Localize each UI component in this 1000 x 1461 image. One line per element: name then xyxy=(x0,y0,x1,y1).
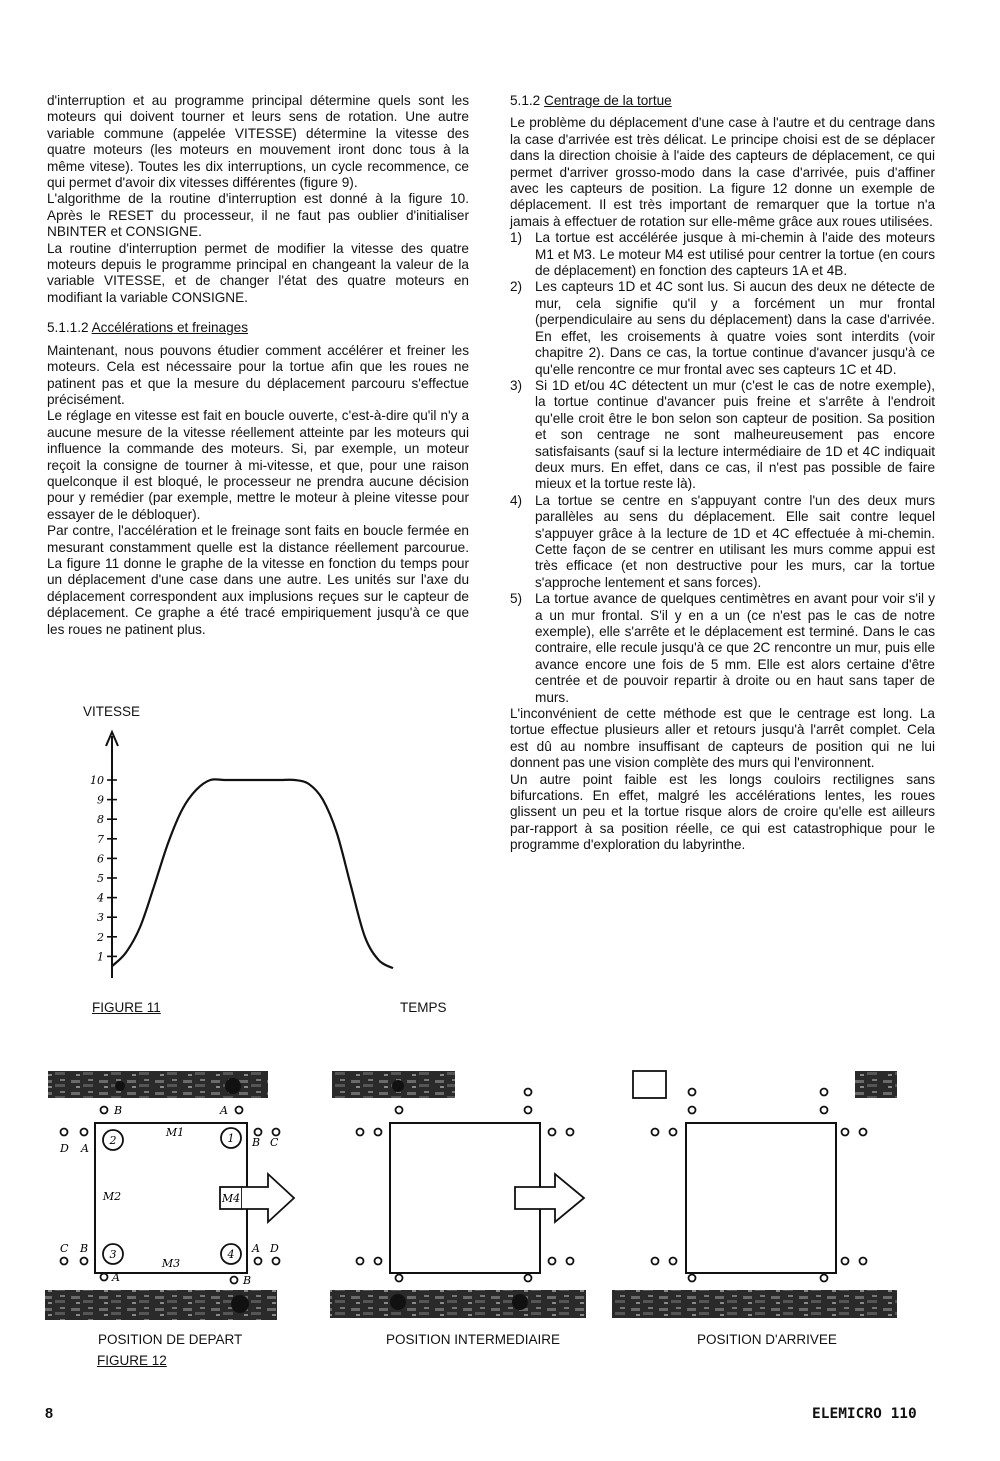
step-number: 3) xyxy=(510,377,523,393)
sensor-dot xyxy=(860,1258,867,1265)
paragraph: Par contre, l'accélération et le freinage sont faits en boucle fermée en mesurant constamment quelle est la distance réellement parcourue. La figure 11 donne le graphe de la vitesse en fonction du temps pour un déplacement d'une case dans une autre. Les unités sur l'axe du déplacement correspondent aux implusions reçues sur le capteur de déplacement. Ce graphe a été tracé empiriquement jusqu'à ce que les roues ne patinent plus. xyxy=(47,523,469,637)
sensor-dot xyxy=(255,1129,262,1136)
sensor-dot xyxy=(375,1129,382,1136)
panel-arrivee xyxy=(612,1071,897,1318)
position-caption: POSITION DE DEPART xyxy=(98,1332,243,1347)
section-heading xyxy=(47,320,469,336)
step-text: La tortue est accélérée jusque à mi-chemin à l'aide des moteurs M1 et M3. Le moteur M4 est utilisé pour centrer la tortue (en cours de déplacement) en fonction des capteurs 1A et 4B. xyxy=(535,230,935,279)
motor-label: M4 xyxy=(221,1192,241,1205)
sensor-dot xyxy=(689,1275,696,1282)
position-caption: POSITION D'ARRIVEE xyxy=(697,1332,837,1347)
sensor-dot xyxy=(375,1258,382,1265)
steps-list xyxy=(510,230,935,706)
sensor-label: D xyxy=(270,1242,279,1255)
wall-bottom xyxy=(330,1290,586,1318)
motor-label: M2 xyxy=(102,1190,122,1203)
sensor-dot xyxy=(273,1258,280,1265)
sensor-dot xyxy=(821,1275,828,1282)
wall-top-stub xyxy=(633,1071,666,1098)
motor-label: M1 xyxy=(165,1126,185,1139)
wall-blob xyxy=(231,1295,249,1313)
list-item xyxy=(510,230,935,279)
y-tick-label: 7 xyxy=(97,832,104,846)
list-item xyxy=(510,493,935,591)
y-tick-label: 9 xyxy=(97,793,104,807)
publication-name: ELEMICRO 110 xyxy=(812,1406,917,1422)
sensor-dot xyxy=(860,1129,867,1136)
y-tick-label: 5 xyxy=(97,872,104,885)
panel-intermediaire xyxy=(330,1071,586,1318)
sensor-label: D xyxy=(60,1142,69,1155)
sensor-dot xyxy=(81,1129,88,1136)
sensor-dot xyxy=(101,1274,108,1281)
sensor-label: A xyxy=(252,1242,260,1255)
wall-blob xyxy=(225,1078,241,1094)
sensor-label: B xyxy=(252,1136,261,1149)
step-text: La tortue se centre en s'appuyant contre l'un des deux murs parallèles au sens du déplacement. Elle sait contre lequel s'appuyer grâce à la lecture de 1D et 4C effectuée à mi-chemin. Cette façon de se centrer en utilisant les murs comme appui est très efficace (et non destructive pour les murs, car la tortue s'approche lentement et sans forces). xyxy=(535,492,935,590)
sensor-label: B xyxy=(243,1274,252,1287)
sensor-label: B xyxy=(80,1242,89,1255)
tortue-body xyxy=(686,1123,836,1273)
wall-blob xyxy=(392,1080,404,1092)
sensor-dot xyxy=(357,1129,364,1136)
sensor-dot xyxy=(821,1089,828,1096)
sensor-label: C xyxy=(60,1242,69,1255)
paragraph: d'interruption et au programme principal détermine quels sont les moteurs qui doivent tourner et leurs sens de rotation. Une autre variable commune (appelée VITESSE) détermine la vitesse des quatre moteurs (les moteurs en mouvement iront donc tous à la même vitese). Toutes les dix interruptions, un cycle recommence, ce qui permet d'avoir dix vitesses différentes (figure 9). xyxy=(47,93,469,191)
sensor-dot xyxy=(549,1129,556,1136)
paragraph: Un autre point faible est les longs couloirs rectilignes sans bifurcations. En effet, malgré les accélérations lentes, les roues glissent un peu et la tortue risque alors de croire qu'elle est ailleurs par-rapport à sa position réelle, ce qui est catastrophique pour le programme d'exploration du labyrinthe. xyxy=(510,771,935,853)
y-tick-label: 10 xyxy=(90,774,104,787)
sensor-dot xyxy=(396,1107,403,1114)
sensor-dot xyxy=(670,1129,677,1136)
step-text: La tortue avance de quelques centimètres en avant pour voir s'il y a un mur frontal. S'il y en a un (ce n'est pas le cas de notre exemple), elle s'arrête et le déplacement est terminé. Dans le cas contraire, elle recule jusqu'à ce que 2C rencontre un mur, puis elle avance encore une fois de 5 mm. Elle est alors certaine d'être centrée et de pouvoir repartir à droite ou en haut sans taper de murs. xyxy=(535,591,935,705)
sensor-dot xyxy=(842,1129,849,1136)
sensor-dot xyxy=(61,1258,68,1265)
wheel-label: 2 xyxy=(109,1134,117,1147)
step-number: 5) xyxy=(510,591,523,607)
sensor-dot xyxy=(255,1258,262,1265)
sensor-label: A xyxy=(220,1104,228,1117)
y-tick-label: 3 xyxy=(97,911,104,925)
paragraph: L'algorithme de la routine d'interruption est donné à la figure 10. Après le RESET du processeur, il ne faut pas oublier d'initialiser NBINTER et CONSIGNE. xyxy=(47,191,469,240)
sensor-dot xyxy=(101,1107,108,1114)
section-number: 5.1.1.2 xyxy=(47,320,89,336)
sensor-dot xyxy=(652,1258,659,1265)
sensor-dot xyxy=(567,1129,574,1136)
step-number: 4) xyxy=(510,492,523,508)
sensor-label: C xyxy=(270,1136,279,1149)
y-tick-label: 8 xyxy=(97,813,104,827)
sensor-label: B xyxy=(114,1104,123,1117)
sensor-dot xyxy=(652,1129,659,1136)
paragraph: La routine d'interruption permet de modifier la vitesse des quatre moteurs depuis le programme principal en changeant la valeur de la variable VITESSE, et de changer l'état des quatre moteurs en modifiant la variable CONSIGNE. xyxy=(47,240,469,305)
figure-11-chart xyxy=(85,728,405,993)
sensor-dot xyxy=(549,1258,556,1265)
paragraph: Le problème du déplacement d'une case à l'autre et du centrage dans la case d'arrivée est très délicat. Le principe choisi est de se déplacer dans la direction choisie à l'aide des capteurs de déplacement, ce qui permet d'arriver grosso-modo dans la case d'arrivée, puis d'affiner avec les capteurs de position. La figure 12 donne un exemple de déplacement. Il est très important de remarquer que la tortue n'a jamais à effectuer de rotation sur elle-même grâce aux roues utilisées. xyxy=(510,115,935,229)
wheel-label: 3 xyxy=(109,1248,117,1261)
section-number: 5.1.2 xyxy=(510,93,541,108)
sensor-label: A xyxy=(112,1271,120,1284)
y-tick-label: 2 xyxy=(97,930,104,944)
sensor-dot xyxy=(821,1107,828,1114)
paragraph: L'inconvénient de cette méthode est que le centrage est long. La tortue effectue plusieurs aller et retours jusqu'à l'arrêt complet. Cela est dû au nombre insuffisant de capteurs de position qui ne lui donnent pas une vision complète des murs qui l'environnent. xyxy=(510,706,935,771)
direction-arrow-icon xyxy=(242,1174,294,1222)
figure-12-diagram xyxy=(40,1066,960,1326)
section-title: Centrage de la tortue xyxy=(544,93,672,108)
sensor-dot xyxy=(61,1129,68,1136)
wall-blob xyxy=(390,1294,406,1310)
sensor-dot xyxy=(396,1275,403,1282)
list-item xyxy=(510,279,935,377)
section-heading xyxy=(510,93,935,109)
wall-blob xyxy=(512,1294,528,1310)
panel-depart xyxy=(45,1071,294,1320)
sensor-dot xyxy=(525,1089,532,1096)
sensor-dot xyxy=(357,1258,364,1265)
wall-bottom xyxy=(612,1290,897,1318)
list-item xyxy=(510,378,935,493)
step-number: 1) xyxy=(510,230,523,246)
x-axis-label: TEMPS xyxy=(400,1000,447,1015)
sensor-label: A xyxy=(81,1142,89,1155)
y-tick-label: 1 xyxy=(97,950,104,964)
sensor-dot xyxy=(689,1089,696,1096)
position-caption: POSITION INTERMEDIAIRE xyxy=(386,1332,561,1347)
sensor-dot xyxy=(236,1107,243,1114)
sensor-dot xyxy=(567,1258,574,1265)
section-title: Accélérations et freinages xyxy=(91,320,249,336)
step-number: 2) xyxy=(510,279,523,295)
speed-curve-line xyxy=(112,779,393,968)
page-number: 8 xyxy=(45,1406,54,1422)
wheel-label: 4 xyxy=(227,1248,235,1261)
sensor-dot xyxy=(525,1275,532,1282)
wall-top xyxy=(855,1071,897,1098)
figure-caption: FIGURE 11 xyxy=(92,1000,161,1015)
paragraph: Maintenant, nous pouvons étudier comment accélérer et freiner les moteurs. Cela est nécessaire pour la tortue afin que les roues ne patinent pas et que la mesure du déplacement parcouru s'effectue précisément. xyxy=(47,342,469,407)
step-text: Les capteurs 1D et 4C sont lus. Si aucun des deux ne détecte de mur, cela signifie qu'il y a forcément un mur frontal (perpendiculaire au sens du déplacement) dans la case d'arrivée. En effet, les croisements à quatre voies sont interdits (voir chapitre 2). Dans ce cas, la tortue continue d'avancer jusqu'à ce qu'elle rencontre ce mur frontal avec ses capteurs 1C et 4D. xyxy=(535,279,935,377)
sensor-dot xyxy=(231,1277,238,1284)
list-item xyxy=(510,591,935,706)
sensor-dot xyxy=(670,1258,677,1265)
y-axis-label: VITESSE xyxy=(83,704,141,719)
y-tick-label: 4 xyxy=(97,891,104,905)
y-tick-label: 6 xyxy=(97,852,104,866)
sensor-dot xyxy=(273,1129,280,1136)
motor-label: M3 xyxy=(161,1257,181,1270)
left-column xyxy=(47,93,469,638)
wall-blob xyxy=(115,1081,125,1091)
sensor-dot xyxy=(81,1258,88,1265)
right-column xyxy=(510,93,935,854)
wheel-label: 1 xyxy=(227,1132,235,1145)
sensor-dot xyxy=(842,1258,849,1265)
paragraph: Le réglage en vitesse est fait en boucle ouverte, c'est-à-dire qu'il n'y a aucune mesure de la vitesse réellement atteinte par les moteurs qui influence la commande des moteurs. Si, par exemple, un moteur reçoit la consigne de tourner à mi-vitesse, et que, pour une raison quelconque il est bloqué, le processeur ne prendra aucune décision pour y remédier (par exemple, mettre le moteur à pleine vitesse pour essayer de le débloquer). xyxy=(47,408,469,522)
sensor-dot xyxy=(525,1107,532,1114)
step-text: Si 1D et/ou 4C détectent un mur (c'est le cas de notre exemple), la tortue continue d'avancer puis freine et s'arrête à l'endroit qu'elle croit être le bon selon son capteur de position. Sa position et son centrage ne sont malheureusement pas encore satisfaisants (sauf si la lecture intermédiaire de 1D et 4C indiquait deux murs. En effet, dans ce cas, il n'est pas possible de faire mieux et la tortue reste là). xyxy=(535,377,935,492)
direction-arrow-icon xyxy=(515,1174,584,1222)
sensor-dot xyxy=(689,1107,696,1114)
figure-caption: FIGURE 12 xyxy=(97,1353,167,1368)
